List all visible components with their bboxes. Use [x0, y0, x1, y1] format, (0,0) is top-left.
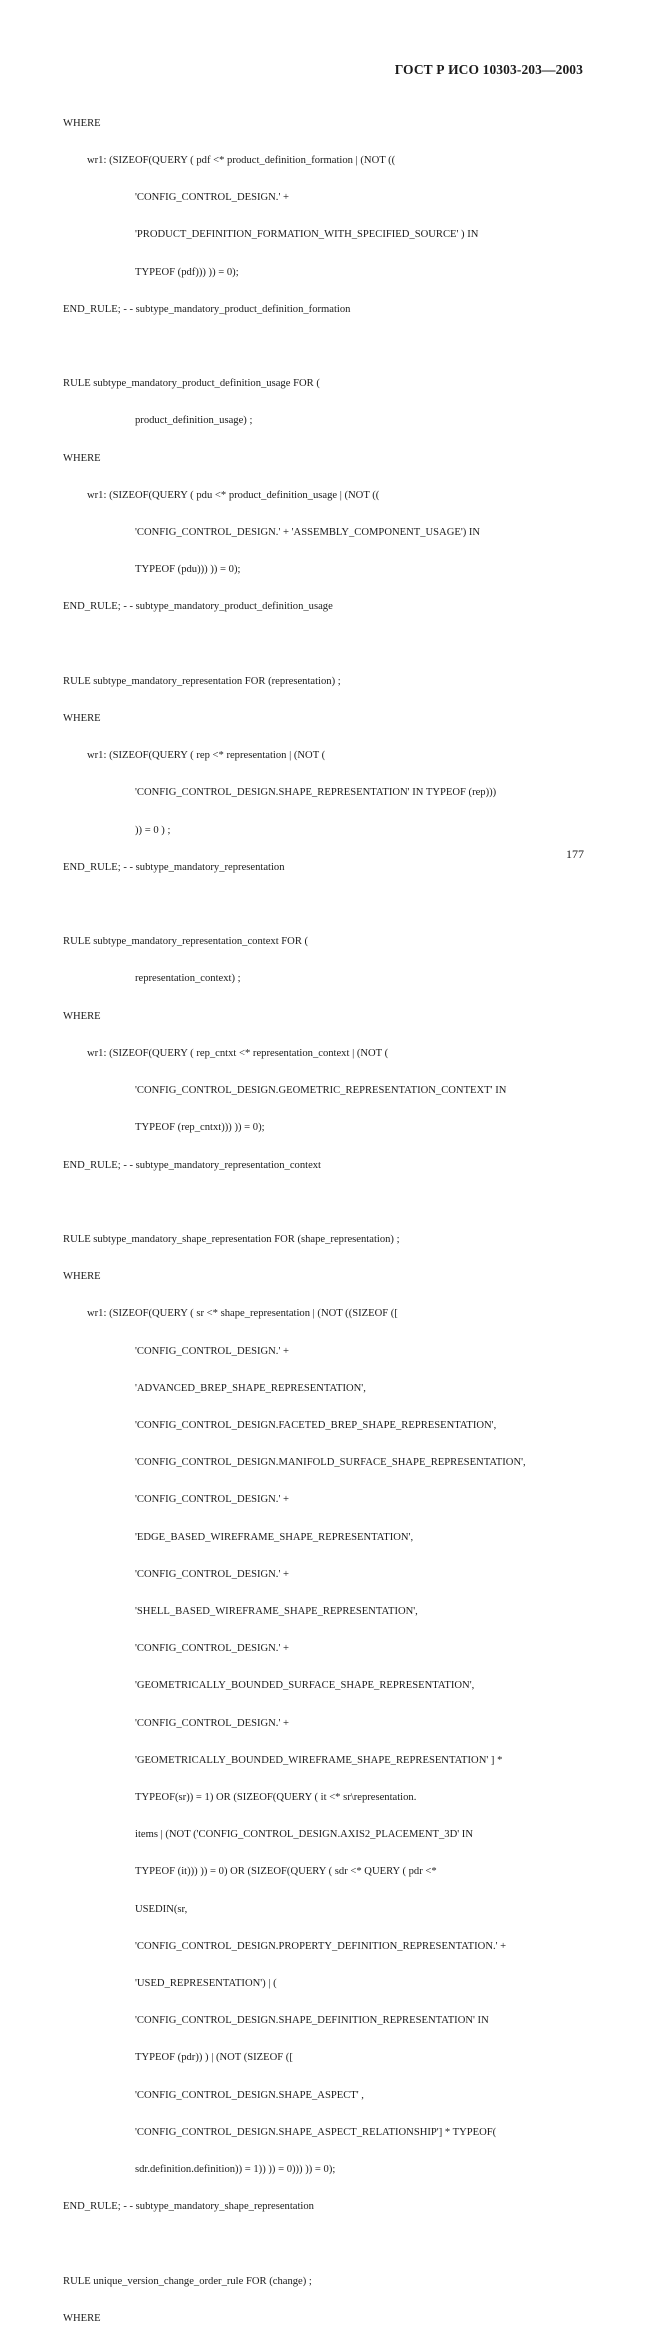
- code-line: 'CONFIG_CONTROL_DESIGN.' +: [135, 1717, 289, 1729]
- code-line: END_RULE; - - subtype_mandatory_representation: [63, 861, 285, 873]
- page-number: 177: [566, 847, 584, 861]
- code-line: 'CONFIG_CONTROL_DESIGN.' +: [135, 1643, 289, 1655]
- blank-line: [63, 2238, 603, 2250]
- blank-line: [63, 639, 603, 651]
- code-line: WHERE: [63, 117, 101, 129]
- code-line: 'CONFIG_CONTROL_DESIGN.SHAPE_REPRESENTATION' IN TYPEOF (rep))): [135, 787, 497, 799]
- code-line: 'CONFIG_CONTROL_DESIGN.' +: [135, 192, 289, 204]
- code-line: wr1: (SIZEOF(QUERY ( rep_cntxt <* representation_context | (NOT (: [87, 1047, 389, 1059]
- code-line: RULE subtype_mandatory_representation FOR (representation) ;: [63, 675, 341, 687]
- code-line: TYPEOF (rep_cntxt))) )) = 0);: [135, 1122, 265, 1134]
- code-line: wr1: (SIZEOF(QUERY ( pdu <* product_definition_usage | (NOT ((: [87, 489, 380, 501]
- blank-line: [63, 1197, 603, 1209]
- code-line: wr1: (SIZEOF(QUERY ( rep <* representation | (NOT (: [87, 750, 326, 762]
- code-line: END_RULE; - - subtype_mandatory_shape_representation: [63, 2201, 314, 2213]
- code-line: WHERE: [63, 713, 101, 725]
- code-line: 'CONFIG_CONTROL_DESIGN.GEOMETRIC_REPRESENTATION_CONTEXT' IN: [135, 1085, 507, 1097]
- code-line: 'CONFIG_CONTROL_DESIGN.' +: [135, 1494, 289, 1506]
- code-line: 'CONFIG_CONTROL_DESIGN.PROPERTY_DEFINITION_REPRESENTATION.' +: [135, 1940, 507, 1952]
- code-line: 'CONFIG_CONTROL_DESIGN.' +: [135, 1568, 289, 1580]
- code-line: USEDIN(sr,: [135, 1903, 188, 1915]
- code-line: 'CONFIG_CONTROL_DESIGN.SHAPE_DEFINITION_REPRESENTATION' IN: [135, 2015, 489, 2027]
- code-line: product_definition_usage) ;: [135, 415, 253, 427]
- code-line: RULE subtype_mandatory_representation_context FOR (: [63, 936, 309, 948]
- code-line: )) = 0 ) ;: [135, 824, 171, 836]
- code-line: RULE unique_version_change_order_rule FOR (change) ;: [63, 2275, 312, 2287]
- code-line: TYPEOF (pdr)) ) | (NOT (SIZEOF ([: [135, 2052, 293, 2064]
- standard-header: ГОСТ Р ИСО 10303-203—2003: [394, 62, 583, 77]
- code-line: wr1: (SIZEOF(QUERY ( sr <* shape_representation | (NOT ((SIZEOF ([: [87, 1308, 398, 1320]
- code-line: 'SHELL_BASED_WIREFRAME_SHAPE_REPRESENTATION',: [135, 1605, 418, 1617]
- code-line: END_RULE; - - subtype_mandatory_product_definition_usage: [63, 601, 333, 613]
- code-line: 'EDGE_BASED_WIREFRAME_SHAPE_REPRESENTATION',: [135, 1531, 414, 1543]
- express-code-listing: [63, 93, 603, 2338]
- code-line: TYPEOF (it))) )) = 0) OR (SIZEOF(QUERY ( sdr <* QUERY ( pdr <*: [135, 1866, 437, 1878]
- blank-line: [63, 341, 603, 353]
- code-line: WHERE: [63, 1010, 101, 1022]
- code-line: representation_context) ;: [135, 973, 241, 985]
- code-line: 'CONFIG_CONTROL_DESIGN.SHAPE_ASPECT' ,: [135, 2089, 364, 2101]
- code-line: 'CONFIG_CONTROL_DESIGN.MANIFOLD_SURFACE_SHAPE_REPRESENTATION',: [135, 1457, 526, 1469]
- code-line: 'CONFIG_CONTROL_DESIGN.' +: [135, 1345, 289, 1357]
- blank-line: [63, 899, 603, 911]
- code-line: RULE subtype_mandatory_shape_representation FOR (shape_representation) ;: [63, 1233, 400, 1245]
- code-line: RULE subtype_mandatory_product_definition_usage FOR (: [63, 378, 320, 390]
- code-line: sdr.definition.definition)) = 1)) )) = 0))) )) = 0);: [135, 2163, 336, 2175]
- code-line: 'USED_REPRESENTATION') | (: [135, 1977, 277, 1989]
- code-line: WHERE: [63, 2312, 101, 2324]
- code-line: 'CONFIG_CONTROL_DESIGN.SHAPE_ASPECT_RELATIONSHIP'] * TYPEOF(: [135, 2126, 497, 2138]
- code-line: TYPEOF(sr)) = 1) OR (SIZEOF(QUERY ( it <* sr\representation.: [135, 1791, 417, 1803]
- code-line: 'ADVANCED_BREP_SHAPE_REPRESENTATION',: [135, 1382, 366, 1394]
- code-line: END_RULE; - - subtype_mandatory_representation_context: [63, 1159, 322, 1171]
- code-line: items | (NOT ('CONFIG_CONTROL_DESIGN.AXIS2_PLACEMENT_3D' IN: [135, 1829, 473, 1841]
- code-line: WHERE: [63, 1271, 101, 1283]
- code-line: 'PRODUCT_DEFINITION_FORMATION_WITH_SPECIFIED_SOURCE' ) IN: [135, 229, 479, 241]
- code-line: 'GEOMETRICALLY_BOUNDED_WIREFRAME_SHAPE_REPRESENTATION' ] *: [135, 1754, 503, 1766]
- code-line: TYPEOF (pdu))) )) = 0);: [135, 564, 241, 576]
- code-line: END_RULE; - - subtype_mandatory_product_definition_formation: [63, 303, 351, 315]
- code-line: WHERE: [63, 452, 101, 464]
- code-line: 'GEOMETRICALLY_BOUNDED_SURFACE_SHAPE_REPRESENTATION',: [135, 1680, 475, 1692]
- code-line: 'CONFIG_CONTROL_DESIGN.' + 'ASSEMBLY_COMPONENT_USAGE') IN: [135, 527, 481, 539]
- code-line: wr1: (SIZEOF(QUERY ( pdf <* product_definition_formation | (NOT ((: [87, 155, 396, 167]
- code-line: TYPEOF (pdf))) )) = 0);: [135, 266, 239, 278]
- code-line: 'CONFIG_CONTROL_DESIGN.FACETED_BREP_SHAPE_REPRESENTATION',: [135, 1419, 497, 1431]
